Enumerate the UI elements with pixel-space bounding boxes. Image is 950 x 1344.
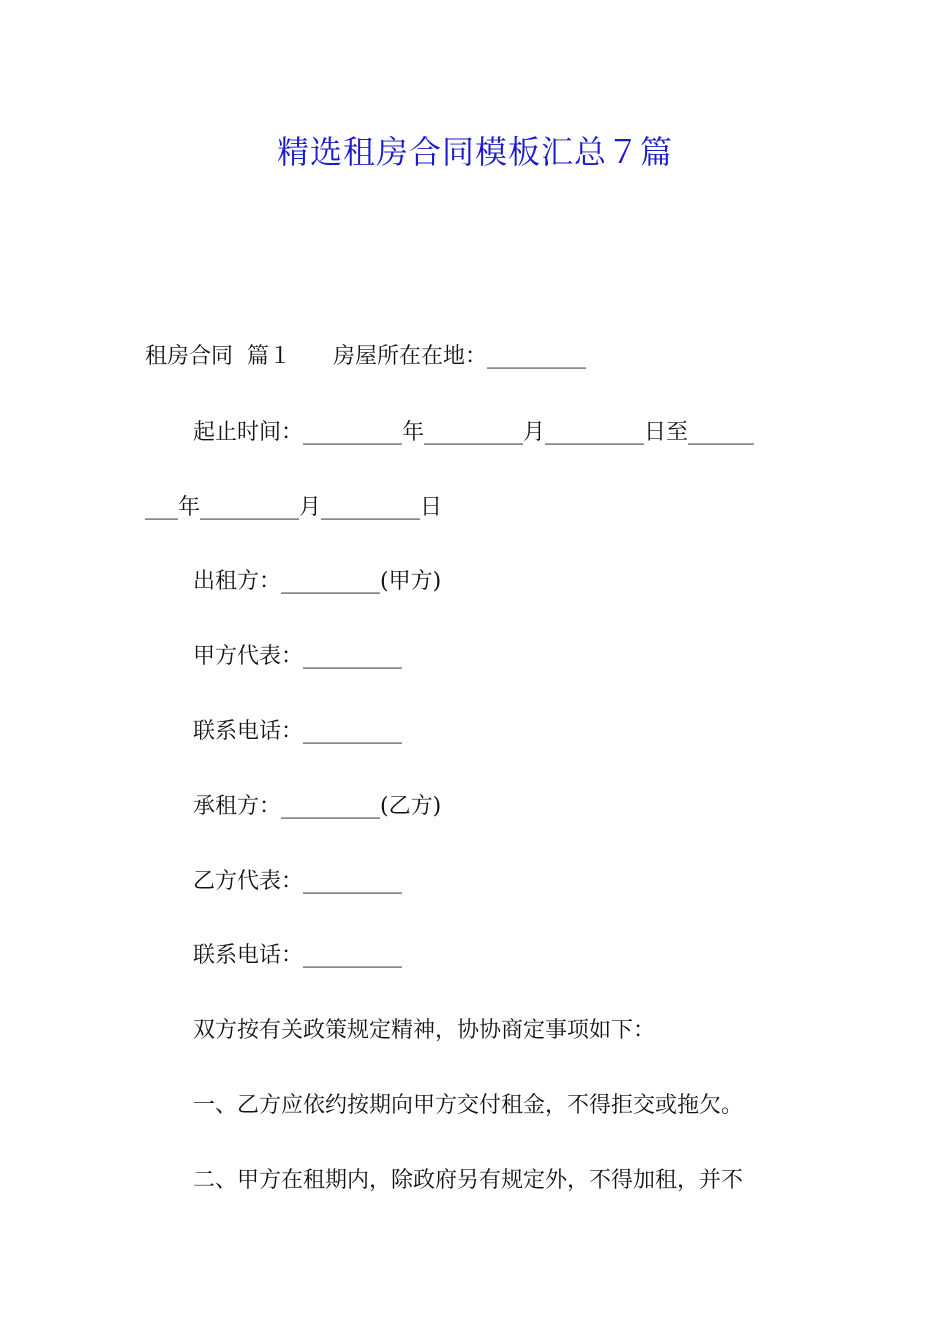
party-b-representative-line: 乙方代表：_________ — [193, 869, 403, 894]
lessee-line: 承租方：_________(乙方) — [193, 794, 442, 819]
document-title: 精选租房合同模板汇总７篇 — [276, 133, 673, 171]
section-heading-line: 租房合同 篇１ 房屋所在在地：_________ — [145, 344, 586, 369]
period-line-continued: ___年_________月_________日 — [145, 495, 443, 520]
lessor-line: 出租方：_________(甲方) — [193, 569, 442, 594]
party-a-representative-line: 甲方代表：_________ — [193, 644, 403, 669]
party-b-phone-line: 联系电话：_________ — [193, 943, 403, 968]
party-a-phone-line: 联系电话：_________ — [193, 719, 403, 744]
agreement-intro-line: 双方按有关政策规定精神，协协商定事项如下： — [193, 1018, 656, 1043]
clause-one-line: 一、乙方应依约按期向甲方交付租金，不得拒交或拖欠。 — [193, 1093, 744, 1118]
clause-two-line: 二、甲方在租期内，除政府另有规定外，不得加租，并不 — [193, 1168, 744, 1193]
period-line: 起止时间：_________年_________月_________日至______ — [193, 420, 755, 445]
